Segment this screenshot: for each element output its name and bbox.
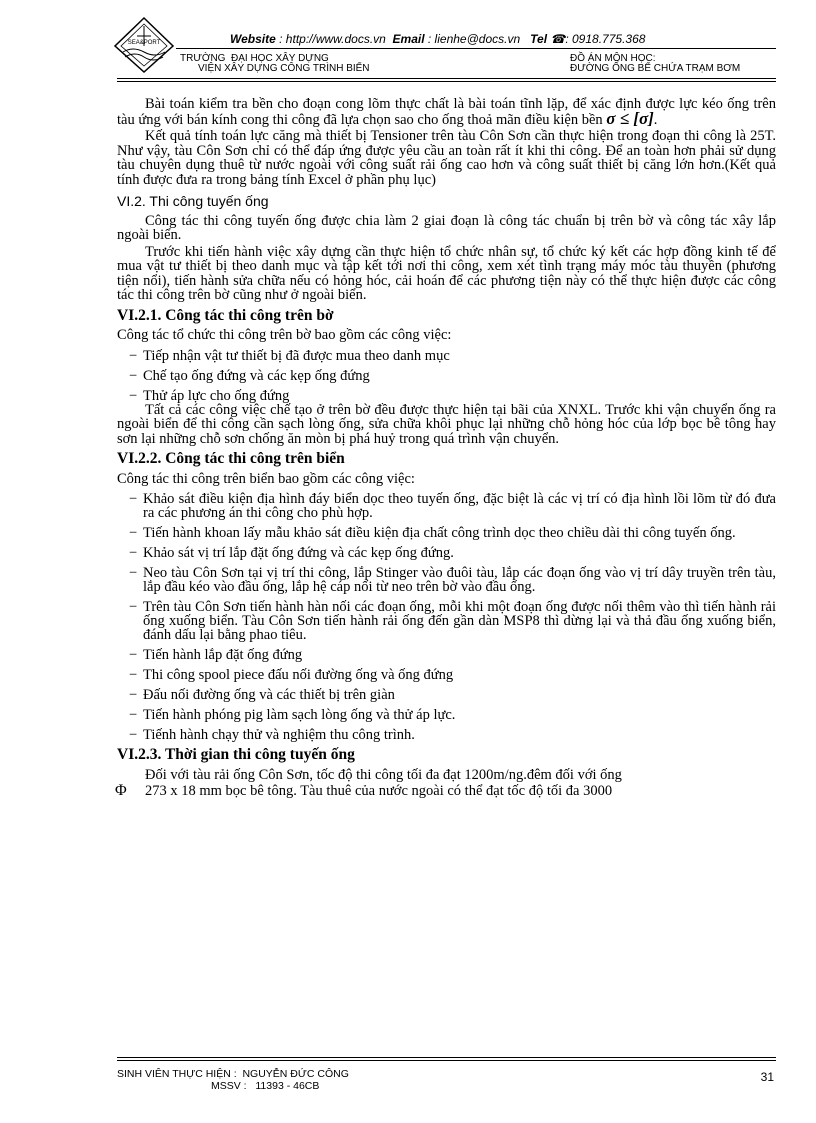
paragraph: Công tác thi công trên biển bao gồm các công việc: (117, 470, 415, 487)
subsection-heading: VI.2.2. Công tác thi công trên biển (117, 450, 345, 467)
email-label: Email (392, 32, 425, 46)
paragraph: Công tác thi công tuyến ống được chia làm 2 giai đoạn là công tác chuẩn bị trên bờ và công tác xây lắp ngoài biển. (117, 212, 776, 243)
list-item: − Đấu nối đường ống và các thiết bị trên giàn (129, 688, 776, 702)
tel-label: Tel (530, 32, 548, 46)
header-top-rule (176, 48, 776, 49)
mssv-value: 11393 - 46CB (255, 1080, 320, 1092)
institute-name: VIỆN XÂY DỰNG CÔNG TRÌNH BIỂN (198, 63, 370, 74)
section-heading: VI.2. Thi công tuyến ống (117, 193, 269, 209)
paragraph: Bài toán kiểm tra bền cho đoạn cong lõm thực chất là bài toán tĩnh lặp, để xác định được lực kéo ống trên tàu ứng với bán kính cong thi công đã lựa chọn sao cho ống thoả mãn điều kiện bền σ ≤ [σ]. (117, 96, 776, 128)
list-item: − Thi công spool piece đấu nối đường ống và ống đứng (129, 668, 776, 682)
phone-icon: ☎ (550, 32, 566, 46)
page-footer (117, 1068, 776, 1092)
phi-symbol: Φ (115, 782, 127, 799)
header-bottom-rule-2 (117, 81, 776, 82)
paragraph (117, 784, 776, 799)
list-item: − Khảo sát vị trí lắp đặt ống đứng và các kẹp ống đứng. (129, 546, 776, 560)
list-item: − Neo tàu Côn Sơn tại vị trí thi công, lắp Stinger vào đuôi tàu, lắp các đoạn ống vào vị trí dây truyền trên tàu, lắp đầu kéo vào đầu ống, lắp hệ cáp nối từ neo trên bờ vào đầu ống. (129, 566, 776, 594)
page-number: 31 (760, 1070, 774, 1084)
project-line1: ĐỒ ÁN MÔN HỌC: (570, 53, 656, 64)
mssv-label: MSSV : (211, 1080, 247, 1092)
paragraph-text: 273 x 18 mm bọc bê tông. Tàu thuê của nước ngoài có thể đạt tốc độ tối đa 3000 (145, 783, 613, 799)
project-line2: ĐƯỜNG ỐNG BỂ CHỨA TRẠM BƠM (570, 63, 741, 74)
footer-rule-2 (117, 1060, 776, 1061)
university-block (180, 54, 370, 74)
university-name: ĐẠI HỌC XÂY DỰNG (231, 53, 329, 64)
subsection-heading: VI.2.3. Thời gian thi công tuyến ống (117, 746, 355, 763)
list-item: − Tiếnh hành chạy thử và nghiệm thu công trình. (129, 728, 776, 742)
list-item: − Khảo sát điều kiện địa hình đáy biển dọc theo tuyến ống, đặc biệt là các vị trí có địa hình lồi lõm từ đó đưa ra các phương án thi công cho phù hợp. (129, 492, 776, 520)
list-item: − Tiến hành phóng pig làm sạch lòng ống và thử áp lực. (129, 708, 776, 722)
strength-formula: σ ≤ [σ] (606, 108, 654, 128)
list-item: − Chế tạo ống đứng và các kẹp ống đứng (129, 369, 776, 383)
page-content (117, 97, 776, 801)
tel-value: : 0918.775.368 (565, 32, 646, 46)
shore-work-list (117, 349, 776, 403)
website-label: Website (230, 32, 276, 46)
paragraph: Trước khi tiến hành việc xây dựng cần thực hiện tổ chức nhân sự, tổ chức ký kết các hợp đồng kinh tế để mua vật tư thiết bị theo danh mục và tập kết tới nơi thi công, xem xét tình trạng máy móc tàu thuyền (phương tiện nổi), tiến hành sửa chữa nếu có hỏng hóc, cải hoán để các phương tiện này có thể thực hiện được các công tác thi công trên bờ cũng như ở ngoài biển. (117, 243, 776, 303)
logo-text: SEA&PORT (127, 40, 161, 46)
footer-rule (117, 1057, 776, 1058)
offshore-work-list (117, 492, 776, 742)
email-value[interactable]: : lienhe@docs.vn (427, 32, 521, 46)
list-item: − Tiến hành khoan lấy mẫu khảo sát điều kiện địa chất công trình dọc theo chiều dài thi công tuyến ống. (129, 526, 776, 540)
list-item: − Thử áp lực cho ống đứng (129, 389, 776, 403)
list-item: − Tiếp nhận vật tư thiết bị đã được mua theo danh mục (129, 349, 776, 363)
paragraph: Kết quả tính toán lực căng mà thiết bị Tensioner trên tàu Côn Sơn cần thực hiện trong đoạn thi công là 25T. Như vậy, tàu Côn Sơn chỉ có thể đáp ứng được yêu cầu an toàn rất ít khi thi công. Để an toàn hơn phải sử dụng tàu chuyên dụng thuê từ nước ngoài với công suất rải ống cao hơn và công suất thiết bị căng lớn hơn.(Kết quả tính được đưa ra trong bảng tính Excel ở phần phụ lục) (117, 128, 776, 188)
institute-logo (113, 16, 175, 74)
list-item: − Tiến hành lắp đặt ống đứng (129, 648, 776, 662)
header-bottom-rule (117, 78, 776, 79)
subsection-heading: VI.2.1. Công tác thi công trên bờ (117, 306, 334, 324)
project-block (570, 54, 740, 74)
paragraph: Tất cả các công việc chế tạo ở trên bờ đều được thực hiện tại bãi của XNXL. Trước khi vận chuyển ống ra ngoài biển để thi công cần sạch lòng ống, sửa chữa khôi phục lại những chỗ hỏng hóc của lớp bọc bê tông hay sơn lại những chỗ sơn chống ăn mòn bị phá huỷ trong quá trình vận chuyển. (117, 401, 776, 447)
website-header (230, 32, 790, 46)
paragraph: Công tác tổ chức thi công trên bờ bao gồm các công việc: (117, 327, 452, 343)
student-label: SINH VIÊN THỰC HIỆN : (117, 1068, 237, 1080)
website-url[interactable]: : http://www.docs.vn (279, 32, 386, 46)
student-name: NGUYỄN ĐỨC CÔNG (242, 1068, 349, 1080)
paragraph: Đối với tàu rải ống Côn Sơn, tốc độ thi công tối đa đạt 1200m/ng.đêm đối với ống (145, 766, 622, 783)
paragraph-text: Bài toán kiểm tra bền cho đoạn cong lõm thực chất là bài toán tĩnh lặp, để xác định được lực kéo ống trên tàu ứng với bán kính cong thi công đã lựa chọn sao cho ống thoả mãn điều kiện bền (117, 96, 776, 128)
list-item: − Trên tàu Côn Sơn tiến hành hàn nối các đoạn ống, mỗi khi một đoạn ống được nối thêm vào thì tiến hành rải ống xuống biển. Tàu Côn Sơn tiến hành rải ống đến gần dàn MSP8 thì dừng lại và thả đầu ống xuống biển, đánh dấu lại bằng phao tiêu. (129, 600, 776, 642)
university-prefix: TRƯỜNG (180, 53, 226, 64)
